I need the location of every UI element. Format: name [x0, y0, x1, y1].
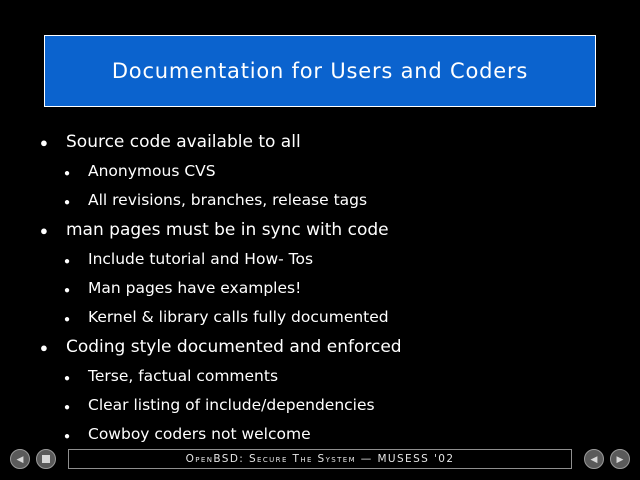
- previous-slide-button[interactable]: [584, 449, 604, 469]
- next-slide-button[interactable]: [610, 449, 630, 469]
- list-item-label: Coding style documented and enforced: [66, 337, 402, 357]
- bullet-icon: ●: [64, 168, 71, 179]
- bullet-icon: ●: [64, 314, 71, 325]
- list-item: [34, 304, 614, 331]
- slide-footer: [6, 444, 634, 474]
- stop-square-icon: [42, 455, 50, 463]
- list-item: [34, 246, 614, 273]
- footer-nav-right: [580, 449, 634, 469]
- list-item: [34, 363, 614, 390]
- list-item: [34, 187, 614, 214]
- footer-title-bar: [68, 449, 572, 469]
- list-item-label: Kernel & library calls fully documented: [88, 308, 389, 326]
- list-item: [34, 275, 614, 302]
- list-item-label: All revisions, branches, release tags: [88, 191, 368, 209]
- list-item-label: Clear listing of include/dependencies: [88, 396, 375, 414]
- list-item-label: Cowboy coders not welcome: [88, 425, 311, 443]
- right-arrow-icon: ▶: [616, 453, 624, 464]
- bullet-icon: ●: [40, 135, 48, 150]
- list-item: [34, 333, 614, 361]
- page-title: Documentation for Users and Coders: [111, 59, 529, 83]
- list-item: [34, 392, 614, 419]
- list-item-label: Include tutorial and How- Tos: [88, 250, 314, 268]
- list-item-label: man pages must be in sync with code: [66, 220, 389, 240]
- list-item: [34, 128, 614, 156]
- left-arrow-icon: ◀: [590, 453, 598, 464]
- list-item-label: Source code available to all: [66, 132, 301, 152]
- list-item-label: Man pages have examples!: [88, 279, 302, 297]
- list-item-label: Terse, factual comments: [88, 367, 279, 385]
- list-item: [34, 216, 614, 244]
- bullet-icon: ●: [64, 197, 71, 208]
- footer-nav-left: [6, 449, 60, 469]
- slide-title-banner: [44, 35, 596, 107]
- bullet-icon: ●: [64, 373, 71, 384]
- left-arrow-icon: ◀: [16, 453, 24, 464]
- list-item: [34, 158, 614, 185]
- bullet-icon: ●: [64, 431, 71, 442]
- stop-button[interactable]: [36, 449, 56, 469]
- bullet-icon: ●: [64, 402, 71, 413]
- footer-title: OpenBSD: Secure The System — MUSESS '02: [185, 453, 455, 465]
- bullet-icon: ●: [40, 340, 48, 355]
- list-item-label: Anonymous CVS: [88, 162, 216, 180]
- bullet-icon: ●: [64, 285, 71, 296]
- bullet-icon: ●: [64, 256, 71, 267]
- first-slide-button[interactable]: [10, 449, 30, 469]
- bullet-list: [34, 128, 614, 450]
- bullet-icon: ●: [40, 223, 48, 238]
